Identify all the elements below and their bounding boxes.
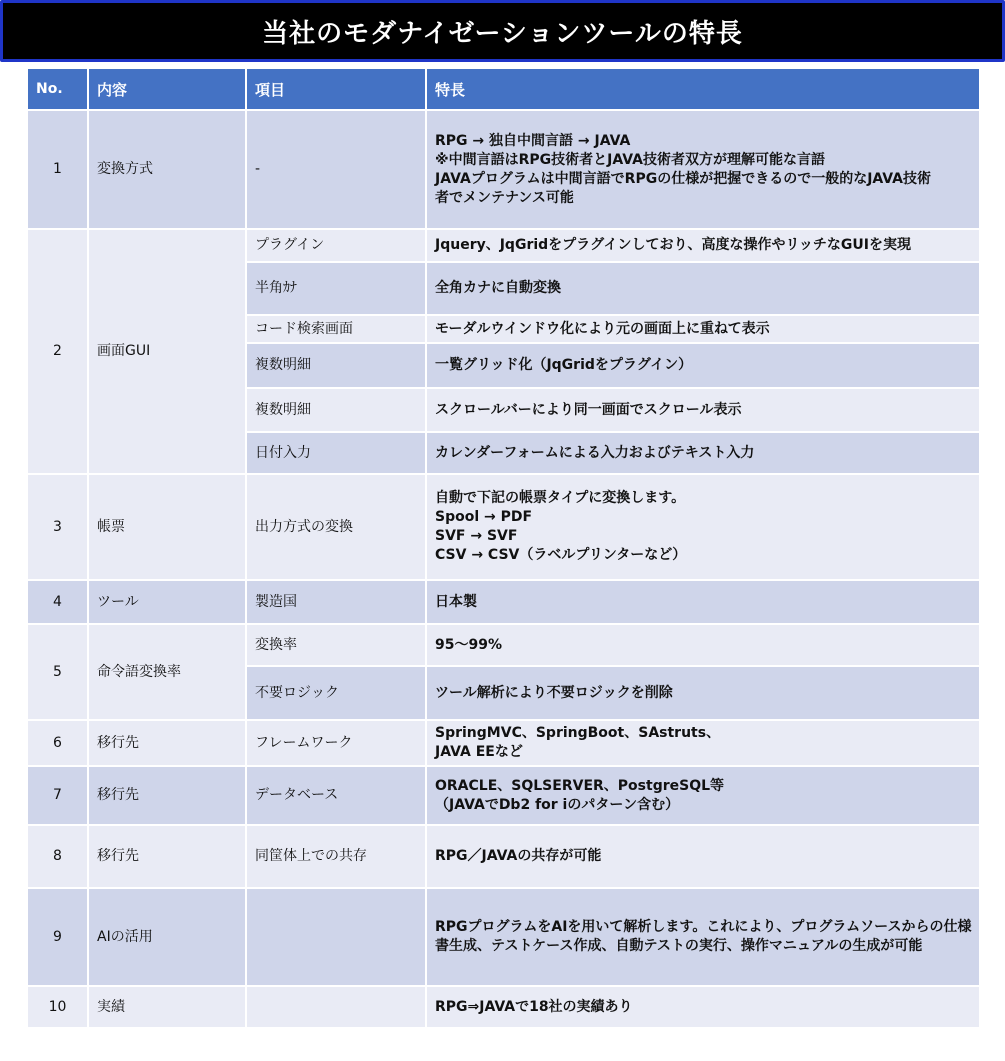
row-content: 命令語変換率: [88, 624, 246, 720]
table-row: [27, 580, 980, 624]
table-body: [27, 110, 980, 1028]
row-item: 複数明細: [246, 388, 426, 432]
table-row: [27, 624, 980, 666]
row-item: 出力方式の変換: [246, 474, 426, 580]
row-content: 変換方式: [88, 110, 246, 229]
row-item: 複数明細: [246, 343, 426, 388]
row-item: プラグイン: [246, 229, 426, 262]
header-feature: 特長: [426, 68, 980, 110]
table-row: [27, 110, 980, 229]
row-content: 移行先: [88, 766, 246, 825]
row-content: 移行先: [88, 720, 246, 766]
header-no: No.: [27, 68, 88, 110]
header-item: 項目: [246, 68, 426, 110]
row-item: 不要ロジック: [246, 666, 426, 720]
row-feature: RPG → 独自中間言語 → JAVA ※中間言語はRPG技術者とJAVA技術者双方が理解可能な言語 JAVAプログラムは中間言語でRPGの仕様が把握できるので一般的なJAVA技術 者でメンテナンス可能: [426, 110, 980, 229]
title-banner: [0, 0, 1005, 62]
row-feature: 自動で下記の帳票タイプに変換します。 Spool → PDF SVF → SVF CSV → CSV（ラベルプリンターなど）: [426, 474, 980, 580]
table-row: [27, 229, 980, 262]
row-feature: 一覧グリッド化（JqGridをプラグイン）: [426, 343, 980, 388]
row-item: 製造国: [246, 580, 426, 624]
row-content: ツール: [88, 580, 246, 624]
row-item: 日付入力: [246, 432, 426, 474]
row-feature: SpringMVC、SpringBoot、SAstruts、 JAVA EEなど: [426, 720, 980, 766]
row-no: 10: [27, 986, 88, 1028]
row-feature: RPG⇒JAVAで18社の実績あり: [426, 986, 980, 1028]
row-no: 2: [27, 229, 88, 474]
row-item: フレームワーク: [246, 720, 426, 766]
table-row: [27, 986, 980, 1028]
row-item: 半角ｶﾅ: [246, 262, 426, 315]
row-content: 画面GUI: [88, 229, 246, 474]
row-no: 4: [27, 580, 88, 624]
row-feature: RPG／JAVAの共存が可能: [426, 825, 980, 888]
row-item: 同筐体上での共存: [246, 825, 426, 888]
row-item: [246, 986, 426, 1028]
table-row: [27, 825, 980, 888]
row-item: コード検索画面: [246, 315, 426, 343]
row-feature: ツール解析により不要ロジックを削除: [426, 666, 980, 720]
table-row: [27, 766, 980, 825]
row-no: 3: [27, 474, 88, 580]
row-item: 変換率: [246, 624, 426, 666]
row-no: 6: [27, 720, 88, 766]
features-table: [26, 67, 981, 1029]
page-title: 当社のモダナイゼーションツールの特長: [262, 18, 743, 49]
row-no: 1: [27, 110, 88, 229]
row-content: 移行先: [88, 825, 246, 888]
row-feature: カレンダーフォームによる入力およびテキスト入力: [426, 432, 980, 474]
row-no: 8: [27, 825, 88, 888]
row-no: 5: [27, 624, 88, 720]
row-content: 実績: [88, 986, 246, 1028]
row-feature: RPGプログラムをAIを用いて解析します。これにより、プログラムソースからの仕様 書生成、テストケース作成、自動テストの実行、操作マニュアルの生成が可能: [426, 888, 980, 986]
table-row: [27, 474, 980, 580]
table-row: [27, 720, 980, 766]
row-feature: 日本製: [426, 580, 980, 624]
row-no: 9: [27, 888, 88, 986]
row-item: [246, 888, 426, 986]
row-no: 7: [27, 766, 88, 825]
row-item: データベース: [246, 766, 426, 825]
row-feature: 全角カナに自動変換: [426, 262, 980, 315]
row-content: 帳票: [88, 474, 246, 580]
header-content: 内容: [88, 68, 246, 110]
row-feature: スクロールバーにより同一画面でスクロール表示: [426, 388, 980, 432]
row-feature: 95～99%: [426, 624, 980, 666]
row-item: -: [246, 110, 426, 229]
row-feature: Jquery、JqGridをプラグインしており、高度な操作やリッチなGUIを実現: [426, 229, 980, 262]
row-content: AIの活用: [88, 888, 246, 986]
table-row: [27, 888, 980, 986]
row-feature: モーダルウインドウ化により元の画面上に重ねて表示: [426, 315, 980, 343]
row-feature: ORACLE、SQLSERVER、PostgreSQL等 （JAVAでDb2 for iのパターン含む）: [426, 766, 980, 825]
table-header-row: [27, 68, 980, 110]
